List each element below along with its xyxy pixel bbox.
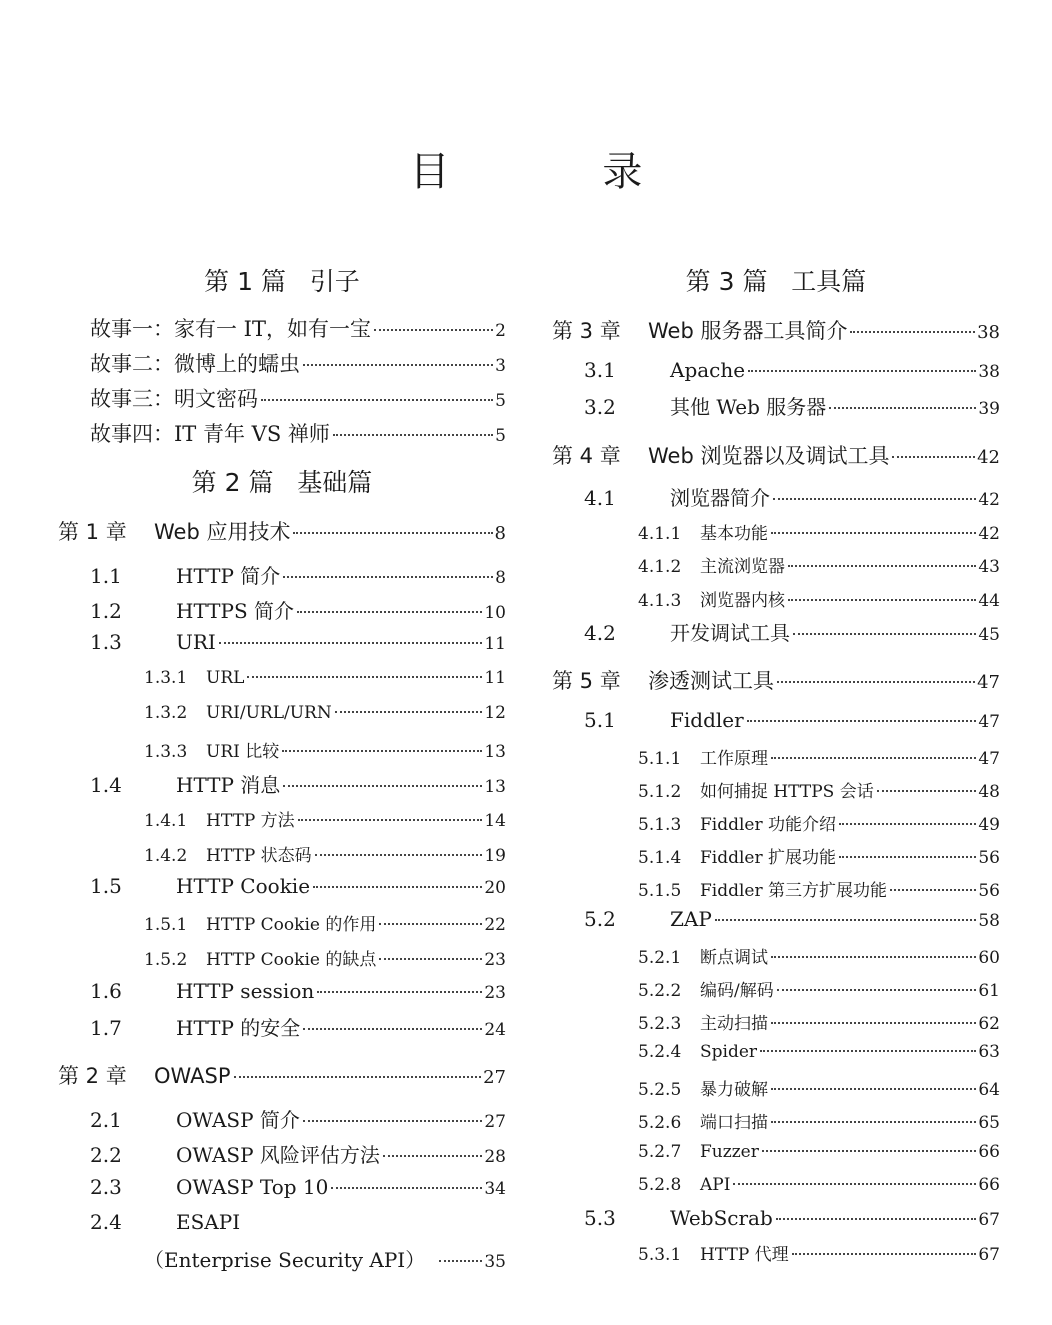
section-number: 1.2	[90, 599, 122, 623]
section-title: Fiddler	[670, 708, 744, 732]
toc-subsection[interactable]	[58, 703, 506, 723]
dot-leader	[850, 331, 975, 333]
toc-subsection[interactable]	[552, 976, 1000, 1001]
subsection-number: 1.3.3	[144, 742, 188, 762]
chapter-title: 渗透测试工具	[648, 669, 774, 693]
chapter-title: Web 应用技术	[154, 520, 291, 544]
toc-subsection[interactable]	[552, 843, 1000, 868]
toc-subsection[interactable]	[552, 777, 1000, 802]
toc-subsection[interactable]	[552, 943, 1000, 968]
subsection-number: 5.2.6	[638, 1113, 682, 1133]
dot-leader	[282, 750, 482, 752]
subsection-number: 5.1.1	[638, 749, 682, 769]
page-number: 19	[484, 846, 506, 866]
section-title-continued: （Enterprise Security API）	[144, 1248, 426, 1272]
page-number: 11	[484, 668, 506, 688]
subsection-title: 暴力破解	[700, 1080, 768, 1100]
page-number: 42	[978, 524, 1000, 544]
toc-section[interactable]	[58, 1139, 506, 1168]
section-title: HTTP Cookie	[176, 874, 311, 898]
toc-section[interactable]	[58, 630, 506, 654]
toc-subsection[interactable]	[58, 910, 506, 935]
subsection-number: 5.2.3	[638, 1014, 682, 1034]
toc-subsection[interactable]	[552, 1042, 1000, 1062]
page-number: 44	[978, 591, 1000, 611]
dot-leader	[379, 958, 482, 960]
toc-subsection[interactable]	[552, 1108, 1000, 1133]
toc-subsection[interactable]	[552, 810, 1000, 835]
subsection-title: URI/URL/URN	[206, 703, 332, 723]
page-title: 目 录	[409, 149, 713, 195]
dot-leader	[748, 370, 976, 372]
subsection-number: 5.1.2	[638, 782, 682, 802]
section-title: 开发调试工具	[670, 621, 790, 645]
section-title: OWASP 风险评估方法	[176, 1143, 380, 1167]
toc-story[interactable]	[90, 383, 506, 413]
toc-subsection[interactable]	[552, 744, 1000, 769]
section-title: OWASP 简介	[176, 1108, 300, 1132]
dot-leader	[771, 1121, 976, 1123]
subsection-title: 如何捕捉 HTTPS 会话	[700, 782, 874, 802]
toc-subsection[interactable]	[552, 1175, 1000, 1195]
toc-section[interactable]	[58, 595, 506, 624]
subsection-title: Spider	[700, 1042, 758, 1062]
page-number: 35	[484, 1252, 506, 1272]
story-title: 故事四：IT 青年 VS 禅师	[90, 422, 330, 446]
page-number: 49	[978, 815, 1000, 835]
toc-section[interactable]	[58, 1104, 506, 1133]
dot-leader	[892, 456, 975, 458]
section-number: 3.2	[584, 395, 616, 419]
page-number: 61	[978, 981, 1000, 1001]
section-number: 1.3	[90, 630, 122, 654]
subsection-number: 5.3.1	[638, 1245, 682, 1265]
page-number: 8	[494, 523, 506, 544]
toc-section[interactable]	[58, 769, 506, 798]
section-title: ESAPI	[176, 1210, 241, 1234]
subsection-number: 5.1.4	[638, 848, 682, 868]
dot-leader	[379, 923, 482, 925]
dot-leader	[773, 498, 976, 500]
dot-leader	[313, 886, 482, 888]
dot-leader	[715, 919, 977, 921]
section-title: HTTP 消息	[176, 773, 281, 797]
dot-leader	[303, 364, 493, 366]
toc-section[interactable]	[552, 708, 1000, 732]
section-title: 其他 Web 服务器	[670, 395, 827, 419]
subsection-number: 1.4.1	[144, 811, 188, 831]
page-number: 66	[978, 1175, 1000, 1195]
dot-leader	[771, 532, 976, 534]
page-number: 39	[978, 399, 1000, 419]
toc-subsection[interactable]	[552, 1075, 1000, 1100]
subsection-title: Fiddler 扩展功能	[700, 848, 837, 868]
toc-story[interactable]	[90, 418, 506, 448]
page-number: 13	[484, 777, 506, 797]
story-title: 故事三：明文密码	[90, 387, 258, 411]
page-number: 10	[484, 603, 506, 623]
toc-section[interactable]	[552, 617, 1000, 646]
toc-section[interactable]	[58, 560, 506, 589]
toc-section[interactable]	[58, 1175, 506, 1199]
page-number: 42	[978, 490, 1000, 510]
toc-section[interactable]	[552, 358, 1000, 382]
page-number: 47	[977, 672, 1000, 693]
page-number: 64	[978, 1080, 1000, 1100]
dot-leader	[335, 711, 483, 713]
page-number: 12	[484, 703, 506, 723]
subsection-title: HTTP Cookie 的缺点	[206, 950, 377, 970]
dot-leader	[297, 611, 482, 613]
subsection-title: Fiddler 第三方扩展功能	[700, 881, 888, 901]
story-title: 故事二：微博上的蠕虫	[90, 352, 300, 376]
dot-leader	[793, 633, 976, 635]
toc-section[interactable]	[552, 907, 1000, 931]
dot-leader	[776, 1218, 977, 1220]
section-number: 5.2	[584, 907, 616, 931]
dot-leader	[839, 856, 976, 858]
part-heading: 第 2 篇 基础篇	[191, 468, 373, 497]
dot-leader	[760, 1050, 976, 1052]
page-number: 60	[978, 948, 1000, 968]
page-number: 48	[978, 782, 1000, 802]
dot-leader	[303, 1120, 482, 1122]
subsection-number: 4.1.2	[638, 557, 682, 577]
subsection-title: 端口扫描	[700, 1113, 768, 1133]
section-number: 1.5	[90, 874, 122, 898]
page-number: 62	[978, 1014, 1000, 1034]
dot-leader	[383, 1155, 482, 1157]
section-number: 2.1	[90, 1108, 122, 1132]
subsection-number: 5.2.2	[638, 981, 682, 1001]
dot-leader	[331, 1187, 482, 1189]
page-number: 28	[484, 1147, 506, 1167]
dot-leader	[839, 823, 976, 825]
chapter-number: 第 2 章	[58, 1064, 127, 1088]
page-number: 58	[978, 911, 1000, 931]
subsection-number: 5.2.4	[638, 1042, 682, 1062]
section-number: 3.1	[584, 358, 616, 382]
toc-chapter[interactable]	[552, 665, 1000, 695]
page-number: 67	[978, 1245, 1000, 1265]
toc-section[interactable]	[552, 391, 1000, 420]
dot-leader	[777, 989, 977, 991]
section-number: 2.4	[90, 1210, 122, 1234]
chapter-number: 第 4 章	[552, 444, 621, 468]
toc-subsection[interactable]	[58, 841, 506, 866]
dot-leader	[762, 1150, 977, 1152]
toc-subsection[interactable]	[58, 945, 506, 970]
page-number: 27	[483, 1067, 506, 1088]
toc-subsection[interactable]	[552, 519, 1000, 544]
toc-subsection[interactable]	[58, 806, 506, 831]
subsection-title: 工作原理	[700, 749, 768, 769]
toc-section[interactable]	[552, 1206, 1000, 1230]
dot-leader	[771, 1022, 976, 1024]
page-number: 43	[978, 557, 1000, 577]
toc-section[interactable]	[58, 1210, 506, 1234]
page-number: 56	[978, 881, 1000, 901]
subsection-title: 断点调试	[700, 948, 768, 968]
toc-section[interactable]	[58, 1012, 506, 1041]
toc-subsection[interactable]	[552, 1142, 1000, 1162]
page-number: 47	[978, 749, 1000, 769]
part-heading: 第 1 篇 引子	[204, 267, 360, 296]
subsection-title: URL	[206, 668, 245, 688]
section-number: 1.7	[90, 1016, 122, 1040]
chapter-number: 第 1 章	[58, 520, 127, 544]
section-title: WebScrab	[670, 1206, 773, 1230]
page-number: 20	[484, 878, 506, 898]
toc-chapter[interactable]	[552, 440, 1000, 470]
dot-leader	[283, 785, 482, 787]
toc-section[interactable]	[552, 482, 1000, 511]
dot-leader	[317, 991, 482, 993]
toc-chapter[interactable]	[58, 516, 506, 546]
dot-leader	[771, 757, 976, 759]
dot-leader	[298, 819, 483, 821]
page-number: 23	[484, 983, 506, 1003]
section-title: Apache	[670, 358, 746, 382]
subsection-number: 1.3.2	[144, 703, 188, 723]
dot-leader	[829, 407, 976, 409]
dot-leader	[247, 676, 482, 678]
toc-subsection[interactable]	[58, 668, 506, 688]
subsection-number: 1.5.2	[144, 950, 188, 970]
subsection-number: 5.2.8	[638, 1175, 682, 1195]
subsection-title: HTTP Cookie 的作用	[206, 915, 377, 935]
dot-leader	[788, 565, 976, 567]
section-title: 浏览器简介	[670, 486, 770, 510]
page-number: 5	[495, 391, 506, 411]
subsection-title: HTTP 方法	[206, 811, 295, 831]
toc-story[interactable]	[90, 348, 506, 378]
page-number: 56	[978, 848, 1000, 868]
page-number: 3	[495, 356, 506, 376]
section-number: 5.3	[584, 1206, 616, 1230]
toc-section[interactable]	[58, 979, 506, 1003]
page-number: 47	[978, 712, 1000, 732]
toc-subsection[interactable]	[58, 737, 506, 762]
page-number: 14	[484, 811, 506, 831]
section-number: 1.6	[90, 979, 122, 1003]
section-title: HTTP 简介	[176, 564, 281, 588]
toc-chapter[interactable]	[58, 1060, 506, 1090]
subsection-title: Fuzzer	[700, 1142, 759, 1162]
section-title: HTTP 的安全	[176, 1016, 301, 1040]
subsection-number: 1.3.1	[144, 668, 188, 688]
toc-subsection[interactable]	[552, 876, 1000, 901]
dot-leader	[315, 854, 483, 856]
section-title: ZAP	[670, 907, 712, 931]
section-number: 5.1	[584, 708, 616, 732]
toc-subsection[interactable]	[552, 1240, 1000, 1265]
section-number: 2.3	[90, 1175, 122, 1199]
chapter-title: Web 浏览器以及调试工具	[648, 444, 890, 468]
page-number: 23	[484, 950, 506, 970]
subsection-number: 1.4.2	[144, 846, 188, 866]
section-title: OWASP Top 10	[176, 1175, 329, 1199]
toc-chapter[interactable]	[552, 315, 1000, 345]
chapter-number: 第 3 章	[552, 319, 621, 343]
section-title: HTTPS 简介	[176, 599, 295, 623]
page-number: 42	[977, 447, 1000, 468]
subsection-number: 4.1.3	[638, 591, 682, 611]
page-number: 34	[484, 1179, 506, 1199]
page-number: 8	[495, 568, 506, 588]
subsection-title: URI 比较	[206, 742, 280, 762]
toc-section[interactable]	[58, 874, 506, 898]
section-number: 1.1	[90, 564, 122, 588]
subsection-title: API	[700, 1175, 731, 1195]
dot-leader	[261, 399, 493, 401]
subsection-number: 4.1.1	[638, 524, 682, 544]
chapter-title: OWASP	[154, 1064, 231, 1088]
dot-leader	[439, 1260, 482, 1262]
page-number: 2	[495, 321, 506, 341]
dot-leader	[792, 1253, 977, 1255]
dot-leader	[771, 956, 976, 958]
subsection-title: 主流浏览器	[700, 557, 785, 577]
dot-leader	[219, 642, 483, 644]
dot-leader	[733, 1183, 976, 1185]
toc-subsection[interactable]	[552, 552, 1000, 577]
dot-leader	[234, 1076, 482, 1078]
subsection-title: 基本功能	[700, 524, 768, 544]
subsection-title: HTTP 代理	[700, 1245, 789, 1265]
page-number: 67	[978, 1210, 1000, 1230]
subsection-title: 浏览器内核	[700, 591, 785, 611]
story-title: 故事一：家有一 IT，如有一宝	[90, 317, 371, 341]
page-number: 66	[978, 1142, 1000, 1162]
subsection-title: 主动扫描	[700, 1014, 768, 1034]
toc-story[interactable]	[90, 313, 506, 343]
toc-section-continued[interactable]	[144, 1244, 506, 1273]
page-number: 11	[484, 634, 506, 654]
page-number: 38	[977, 322, 1000, 343]
subsection-number: 5.1.5	[638, 881, 682, 901]
subsection-number: 5.2.1	[638, 948, 682, 968]
dot-leader	[788, 599, 976, 601]
dot-leader	[293, 532, 492, 534]
page-number: 27	[484, 1112, 506, 1132]
chapter-number: 第 5 章	[552, 669, 621, 693]
dot-leader	[771, 1088, 976, 1090]
dot-leader	[374, 329, 493, 331]
page-number: 65	[978, 1113, 1000, 1133]
section-title: HTTP session	[176, 979, 315, 1003]
dot-leader	[333, 434, 493, 436]
dot-leader	[747, 720, 977, 722]
page-number: 38	[978, 362, 1000, 382]
dot-leader	[777, 681, 975, 683]
page-number: 22	[484, 915, 506, 935]
page-number: 63	[978, 1042, 1000, 1062]
dot-leader	[283, 576, 493, 578]
subsection-title: HTTP 状态码	[206, 846, 312, 866]
subsection-title: 编码/解码	[700, 981, 774, 1001]
page-number: 45	[978, 625, 1000, 645]
page-number: 13	[484, 742, 506, 762]
section-number: 4.1	[584, 486, 616, 510]
dot-leader	[877, 790, 977, 792]
subsection-number: 5.2.7	[638, 1142, 682, 1162]
section-number: 4.2	[584, 621, 616, 645]
toc-subsection[interactable]	[552, 1009, 1000, 1034]
page-number: 5	[495, 426, 506, 446]
part-heading: 第 3 篇 工具篇	[685, 267, 867, 296]
subsection-number: 5.1.3	[638, 815, 682, 835]
dot-leader	[303, 1028, 482, 1030]
subsection-number: 1.5.1	[144, 915, 188, 935]
page-number: 24	[484, 1020, 506, 1040]
subsection-title: Fiddler 功能介绍	[700, 815, 837, 835]
section-title: URI	[176, 630, 216, 654]
subsection-number: 5.2.5	[638, 1080, 682, 1100]
section-number: 2.2	[90, 1143, 122, 1167]
chapter-title: Web 服务器工具简介	[648, 319, 848, 343]
dot-leader	[890, 889, 976, 891]
section-number: 1.4	[90, 773, 122, 797]
toc-subsection[interactable]	[552, 586, 1000, 611]
